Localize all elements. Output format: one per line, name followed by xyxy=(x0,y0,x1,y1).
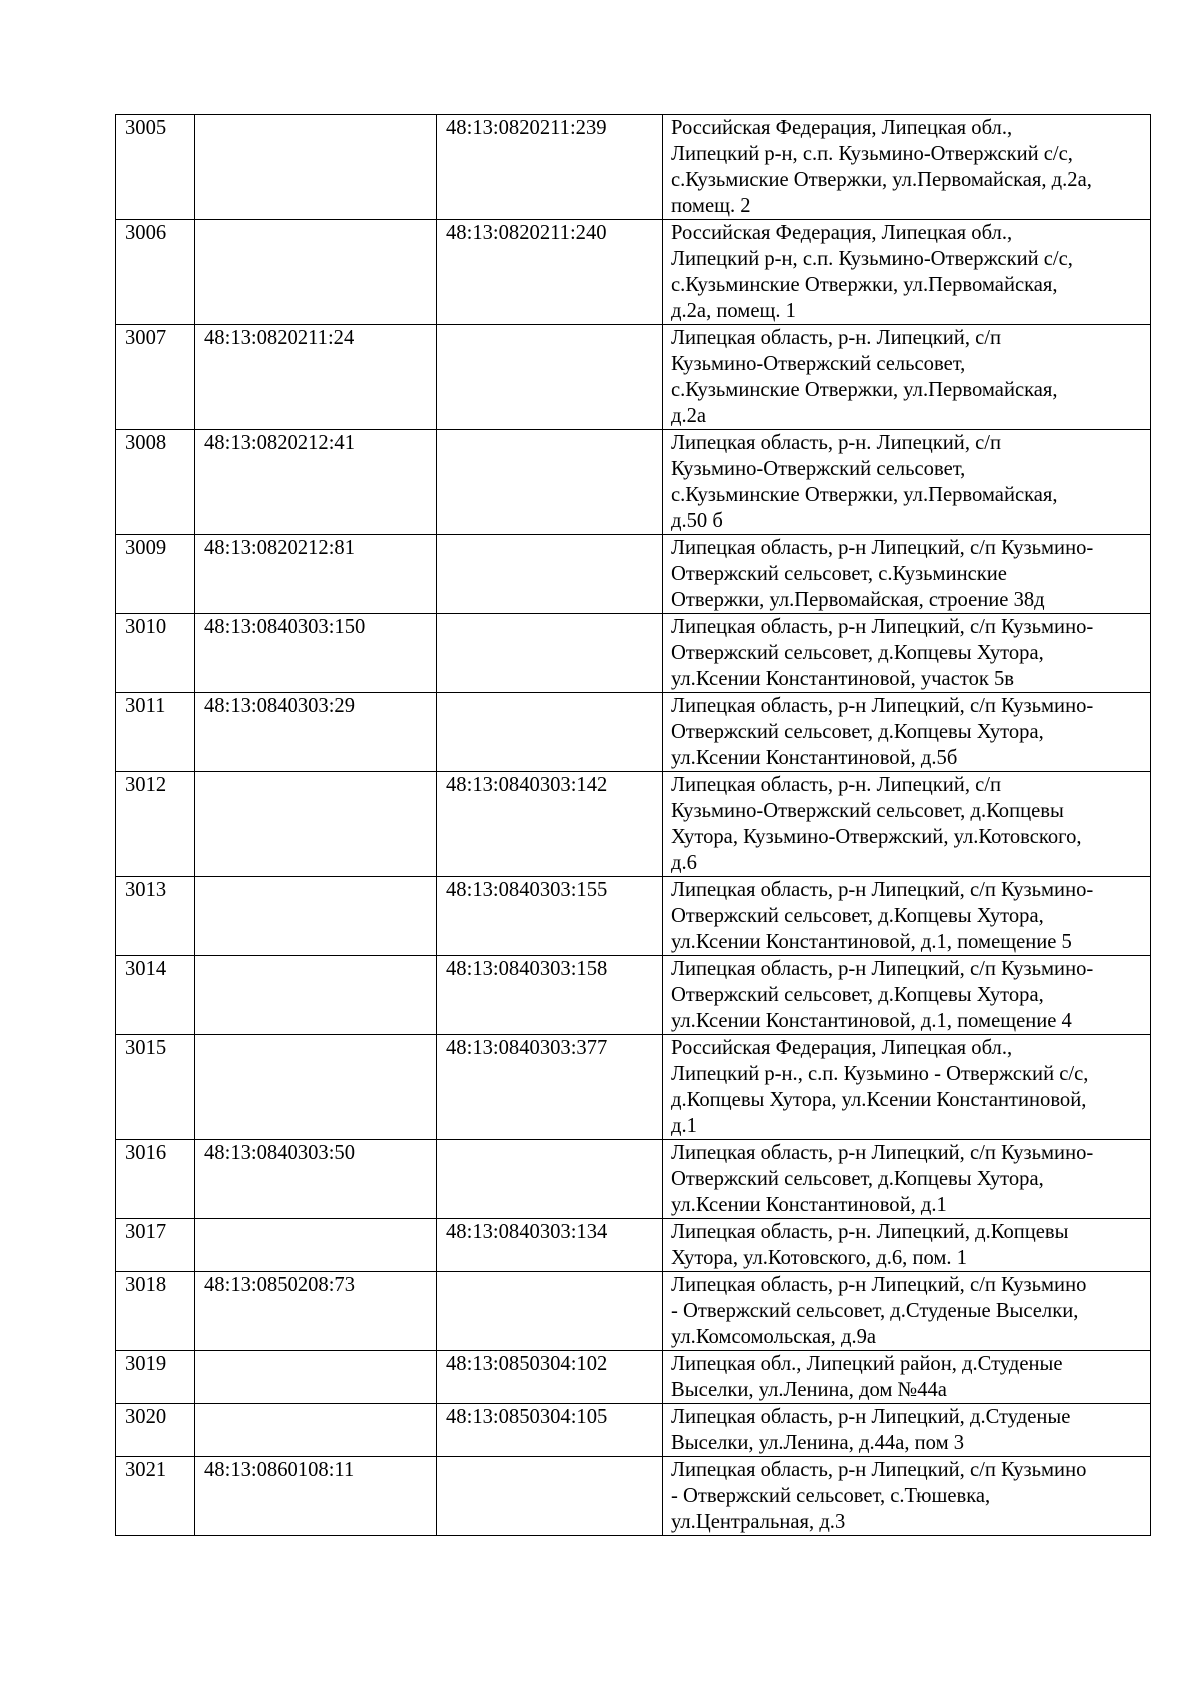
building-cadastral-number-cell xyxy=(437,614,663,693)
address-line: - Отвержский сельсовет, д.Студеные Выселки, xyxy=(671,1300,1079,1322)
address-cell xyxy=(663,430,1151,535)
address-cell xyxy=(663,115,1151,220)
building-cadastral-number-cell xyxy=(437,430,663,535)
address-line: Липецкая область, р-н Липецкий, с/п Кузьмино xyxy=(671,1274,1087,1296)
building-cadastral-number-cell: 48:13:0840303:377 xyxy=(437,1035,663,1140)
address-cell xyxy=(663,1219,1151,1272)
table-row xyxy=(116,1404,1151,1457)
address-line: Липецкая область, р-н Липецкий, с/п Кузьмино- xyxy=(671,616,1094,638)
parcel-cadastral-number-cell: 48:13:0840303:50 xyxy=(195,1140,437,1219)
address-line: Липецкая область, р-н Липецкий, д.Студеные xyxy=(671,1406,1071,1428)
parcel-cadastral-number-cell xyxy=(195,1219,437,1272)
building-cadastral-number-cell: 48:13:0840303:158 xyxy=(437,956,663,1035)
row-number-cell: 3010 xyxy=(116,614,195,693)
address-line: с.Кузьмиские Отвержки, ул.Первомайская, д.2а, xyxy=(671,169,1092,191)
building-cadastral-number-cell xyxy=(437,535,663,614)
address-cell xyxy=(663,1035,1151,1140)
address-line: Липецкая область, р-н. Липецкий, с/п xyxy=(671,774,1002,796)
address-line: Хутора, ул.Котовского, д.6, пом. 1 xyxy=(671,1247,967,1269)
parcel-cadastral-number-cell: 48:13:0840303:150 xyxy=(195,614,437,693)
building-cadastral-number-cell xyxy=(437,1140,663,1219)
address-line: ул.Центральная, д.3 xyxy=(671,1511,846,1533)
registry-table-body xyxy=(116,115,1151,1536)
address-cell xyxy=(663,956,1151,1035)
table-row xyxy=(116,1035,1151,1140)
address-cell xyxy=(663,772,1151,877)
row-number-cell: 3006 xyxy=(116,220,195,325)
building-cadastral-number-cell: 48:13:0820211:240 xyxy=(437,220,663,325)
address-line: Липецкий р-н, с.п. Кузьмино-Отвержский с/с, xyxy=(671,248,1073,270)
address-cell xyxy=(663,535,1151,614)
address-line: с.Кузьминские Отвержки, ул.Первомайская, xyxy=(671,274,1058,296)
building-cadastral-number-cell xyxy=(437,325,663,430)
row-number-cell: 3016 xyxy=(116,1140,195,1219)
address-line: ул.Ксении Константиновой, д.1 xyxy=(671,1194,947,1216)
table-row xyxy=(116,535,1151,614)
row-number-cell: 3019 xyxy=(116,1351,195,1404)
parcel-cadastral-number-cell xyxy=(195,956,437,1035)
parcel-cadastral-number-cell xyxy=(195,115,437,220)
building-cadastral-number-cell: 48:13:0840303:134 xyxy=(437,1219,663,1272)
address-line: ул.Ксении Константиновой, д.1, помещение 4 xyxy=(671,1010,1072,1032)
parcel-cadastral-number-cell xyxy=(195,877,437,956)
parcel-cadastral-number-cell: 48:13:0850208:73 xyxy=(195,1272,437,1351)
address-line: Липецкий р-н, с.п. Кузьмино-Отвержский с/с, xyxy=(671,143,1073,165)
address-line: Липецкая область, р-н Липецкий, с/п Кузьмино- xyxy=(671,695,1094,717)
address-line: - Отвержский сельсовет, с.Тюшевка, xyxy=(671,1485,991,1507)
table-row xyxy=(116,1219,1151,1272)
table-row xyxy=(116,1351,1151,1404)
address-line: д.Копцевы Хутора, ул.Ксении Константиновой, xyxy=(671,1089,1087,1111)
address-line: д.1 xyxy=(671,1115,697,1137)
parcel-cadastral-number-cell xyxy=(195,772,437,877)
address-line: д.2а xyxy=(671,405,707,427)
table-row xyxy=(116,877,1151,956)
address-line: Кузьмино-Отвержский сельсовет, xyxy=(671,458,966,480)
parcel-cadastral-number-cell: 48:13:0860108:11 xyxy=(195,1457,437,1536)
address-line: Кузьмино-Отвержский сельсовет, xyxy=(671,353,966,375)
address-line: Липецкая область, р-н Липецкий, с/п Кузьмино- xyxy=(671,958,1094,980)
row-number-cell: 3011 xyxy=(116,693,195,772)
row-number-cell: 3014 xyxy=(116,956,195,1035)
table-row xyxy=(116,1140,1151,1219)
table-row xyxy=(116,220,1151,325)
building-cadastral-number-cell xyxy=(437,1457,663,1536)
address-cell xyxy=(663,325,1151,430)
address-line: помещ. 2 xyxy=(671,195,751,217)
parcel-cadastral-number-cell: 48:13:0820211:24 xyxy=(195,325,437,430)
table-row xyxy=(116,614,1151,693)
address-line: Липецкая область, р-н. Липецкий, с/п xyxy=(671,327,1002,349)
address-line: ул.Комсомольская, д.9а xyxy=(671,1326,877,1348)
address-line: Липецкая обл., Липецкий район, д.Студеные xyxy=(671,1353,1063,1375)
address-line: Липецкая область, р-н Липецкий, с/п Кузьмино- xyxy=(671,1142,1094,1164)
parcel-cadastral-number-cell xyxy=(195,220,437,325)
registry-table xyxy=(115,114,1151,1536)
address-line: Российская Федерация, Липецкая обл., xyxy=(671,222,1013,244)
table-row xyxy=(116,772,1151,877)
table-row xyxy=(116,325,1151,430)
parcel-cadastral-number-cell xyxy=(195,1035,437,1140)
table-row xyxy=(116,693,1151,772)
table-row xyxy=(116,1272,1151,1351)
address-line: д.50 б xyxy=(671,510,723,532)
parcel-cadastral-number-cell: 48:13:0820212:81 xyxy=(195,535,437,614)
address-line: Липецкая область, р-н Липецкий, с/п Кузьмино- xyxy=(671,879,1094,901)
address-line: Отвержки, ул.Первомайская, строение 38д xyxy=(671,589,1045,611)
row-number-cell: 3015 xyxy=(116,1035,195,1140)
building-cadastral-number-cell xyxy=(437,693,663,772)
address-line: Российская Федерация, Липецкая обл., xyxy=(671,117,1013,139)
building-cadastral-number-cell: 48:13:0850304:105 xyxy=(437,1404,663,1457)
address-line: д.2а, помещ. 1 xyxy=(671,300,796,322)
address-line: Отвержский сельсовет, д.Копцевы Хутора, xyxy=(671,905,1044,927)
address-line: ул.Ксении Константиновой, д.1, помещение 5 xyxy=(671,931,1072,953)
address-line: Отвержский сельсовет, д.Копцевы Хутора, xyxy=(671,984,1044,1006)
address-line: Выселки, ул.Ленина, д.44а, пом 3 xyxy=(671,1432,965,1454)
building-cadastral-number-cell: 48:13:0840303:155 xyxy=(437,877,663,956)
address-line: Отвержский сельсовет, д.Копцевы Хутора, xyxy=(671,1168,1044,1190)
address-line: Отвержский сельсовет, д.Копцевы Хутора, xyxy=(671,642,1044,664)
parcel-cadastral-number-cell: 48:13:0820212:41 xyxy=(195,430,437,535)
address-line: Отвержский сельсовет, д.Копцевы Хутора, xyxy=(671,721,1044,743)
building-cadastral-number-cell xyxy=(437,1272,663,1351)
address-line: Российская Федерация, Липецкая обл., xyxy=(671,1037,1013,1059)
row-number-cell: 3009 xyxy=(116,535,195,614)
address-line: Кузьмино-Отвержский сельсовет, д.Копцевы xyxy=(671,800,1064,822)
parcel-cadastral-number-cell xyxy=(195,1351,437,1404)
row-number-cell: 3013 xyxy=(116,877,195,956)
address-cell xyxy=(663,877,1151,956)
row-number-cell: 3017 xyxy=(116,1219,195,1272)
row-number-cell: 3007 xyxy=(116,325,195,430)
building-cadastral-number-cell: 48:13:0850304:102 xyxy=(437,1351,663,1404)
table-row xyxy=(116,956,1151,1035)
address-line: д.6 xyxy=(671,852,697,874)
address-line: с.Кузьминские Отвержки, ул.Первомайская, xyxy=(671,379,1058,401)
parcel-cadastral-number-cell xyxy=(195,1404,437,1457)
address-cell xyxy=(663,220,1151,325)
address-line: Липецкая область, р-н Липецкий, с/п Кузьмино xyxy=(671,1459,1087,1481)
address-cell xyxy=(663,693,1151,772)
row-number-cell: 3018 xyxy=(116,1272,195,1351)
row-number-cell: 3008 xyxy=(116,430,195,535)
address-line: Липецкая область, р-н. Липецкий, д.Копцевы xyxy=(671,1221,1069,1243)
address-line: Липецкая область, р-н Липецкий, с/п Кузьмино- xyxy=(671,537,1094,559)
table-row xyxy=(116,1457,1151,1536)
address-line: ул.Ксении Константиновой, участок 5в xyxy=(671,668,1015,690)
row-number-cell: 3020 xyxy=(116,1404,195,1457)
address-cell xyxy=(663,1404,1151,1457)
address-line: Хутора, Кузьмино-Отвержский, ул.Котовского, xyxy=(671,826,1082,848)
table-row xyxy=(116,430,1151,535)
address-cell xyxy=(663,1140,1151,1219)
building-cadastral-number-cell: 48:13:0840303:142 xyxy=(437,772,663,877)
address-cell xyxy=(663,1272,1151,1351)
address-cell xyxy=(663,1457,1151,1536)
row-number-cell: 3012 xyxy=(116,772,195,877)
table-row xyxy=(116,115,1151,220)
address-cell xyxy=(663,614,1151,693)
address-line: Отвержский сельсовет, с.Кузьминские xyxy=(671,563,1007,585)
address-line: Липецкая область, р-н. Липецкий, с/п xyxy=(671,432,1002,454)
row-number-cell: 3021 xyxy=(116,1457,195,1536)
address-cell xyxy=(663,1351,1151,1404)
address-line: Выселки, ул.Ленина, дом №44а xyxy=(671,1379,947,1401)
building-cadastral-number-cell: 48:13:0820211:239 xyxy=(437,115,663,220)
row-number-cell: 3005 xyxy=(116,115,195,220)
address-line: Липецкий р-н., с.п. Кузьмино - Отвержский с/с, xyxy=(671,1063,1089,1085)
address-line: ул.Ксении Константиновой, д.5б xyxy=(671,747,958,769)
address-line: с.Кузьминские Отвержки, ул.Первомайская, xyxy=(671,484,1058,506)
parcel-cadastral-number-cell: 48:13:0840303:29 xyxy=(195,693,437,772)
